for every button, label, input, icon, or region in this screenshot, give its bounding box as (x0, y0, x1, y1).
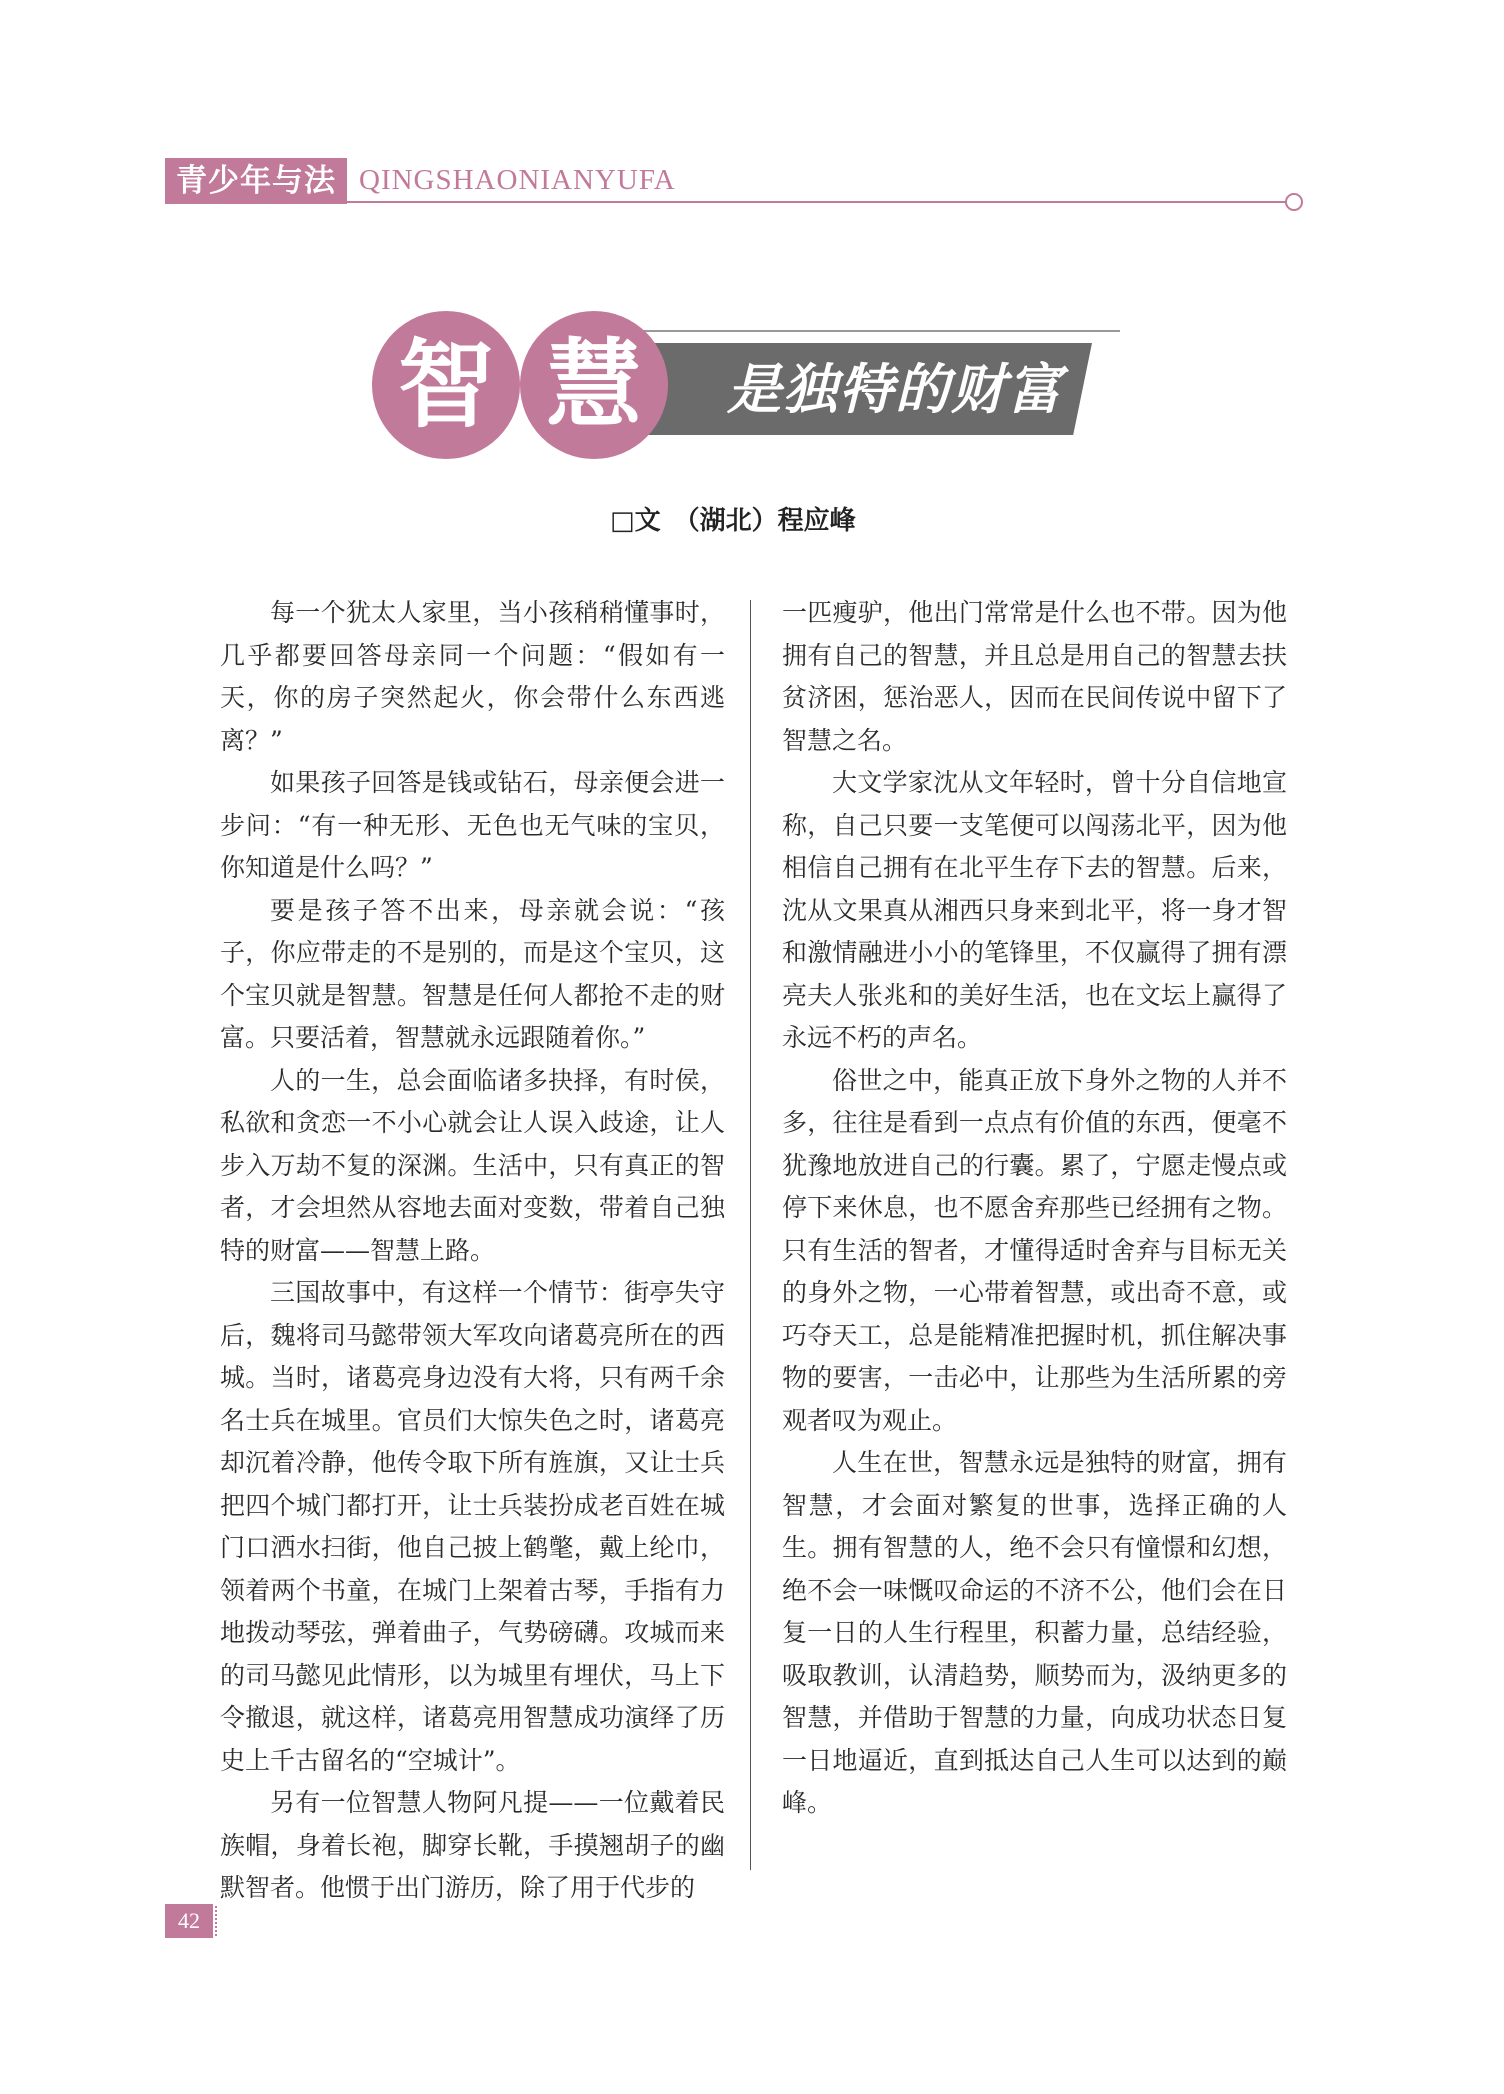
paragraph: 大文学家沈从文年轻时，曾十分自信地宣称，自己只要一支笔便可以闯荡北平，因为他相信自己拥有在北平生存下去的智慧。后来，沈从文果真从湘西只身来到北平，将一身才智和激情融进小小的笔锋里，不仅赢得了拥有漂亮夫人张兆和的美好生活，也在文坛上赢得了永远不朽的声名。 (782, 768, 1287, 1052)
title-bar-line (622, 330, 1120, 332)
section-pinyin: QINGSHAONIANYUFA (359, 164, 676, 196)
paragraph: 如果孩子回答是钱或钻石，母亲便会进一步问：“有一种无形、无色也无气味的宝贝，你知道是什么吗？” (220, 768, 725, 882)
header-rule (165, 201, 1287, 203)
title-subtitle: 是独特的财富 (727, 358, 1063, 421)
paragraph: 另有一位智慧人物阿凡提——一位戴着民族帽，身着长袍，脚穿长靴，手摸翘胡子的幽默智者。他惯于出门游历，除了用于代步的 (220, 1788, 725, 1902)
right-column (782, 592, 1287, 1825)
title-char-2: 慧 (546, 329, 642, 441)
title-char-1: 智 (398, 329, 494, 441)
page-number-dots (215, 1906, 219, 1936)
paragraph: 每一个犹太人家里，当小孩稍稍懂事时，几乎都要回答母亲同一个问题：“假如有一天，你的房子突然起火，你会带什么东西逃离？” (220, 598, 725, 755)
byline: □文 （湖北）程应峰 (610, 506, 856, 536)
page-number: 42 (165, 1904, 213, 1938)
left-column (220, 592, 725, 1910)
section-header (165, 158, 1305, 206)
paragraph-continued: 一匹瘦驴，他出门常常是什么也不带。因为他拥有自己的智慧，并且总是用自己的智慧去扶贫济困，惩治恶人，因而在民间传说中留下了智慧之名。 (782, 598, 1287, 755)
header-ring-icon (1285, 193, 1303, 211)
article-title (372, 305, 1132, 465)
section-tag: 青少年与法 (165, 158, 347, 204)
paragraph: 人的一生，总会面临诸多抉择，有时侯，私欲和贪恋一不小心就会让人误入歧途，让人步入万劫不复的深渊。生活中，只有真正的智者，才会坦然从容地去面对变数，带着自己独特的财富——智慧上路。 (220, 1065, 725, 1265)
paragraph: 人生在世，智慧永远是独特的财富，拥有智慧，才会面对繁复的世事，选择正确的人生。拥有智慧的人，绝不会只有憧憬和幻想，绝不会一味慨叹命运的不济不公，他们会在日复一日的人生行程里，积蓄力量，总结经验，吸取教训，认清趋势，顺势而为，汲纳更多的智慧，并借助于智慧的力量，向成功状态日复一日地逼近，直到抵达自己人生可以达到的巅峰。 (782, 1448, 1287, 1817)
paragraph: 要是孩子答不出来，母亲就会说：“孩子，你应带走的不是别的，而是这个宝贝，这个宝贝就是智慧。智慧是任何人都抢不走的财富。只要活着，智慧就永远跟随着你。” (220, 895, 725, 1052)
column-divider (750, 600, 751, 1870)
paragraph: 俗世之中，能真正放下身外之物的人并不多，往往是看到一点点有价值的东西，便毫不犹豫地放进自己的行囊。累了，宁愿走慢点或停下来休息，也不愿舍弃那些已经拥有之物。只有生活的智者，才懂得适时舍弃与目标无关的身外之物，一心带着智慧，或出奇不意，或巧夺天工，总是能精准把握时机，抓住解决事物的要害，一击必中，让那些为生活所累的旁观者叹为观止。 (782, 1065, 1287, 1435)
paragraph: 三国故事中，有这样一个情节：街亭失守后，魏将司马懿带领大军攻向诸葛亮所在的西城。当时，诸葛亮身边没有大将，只有两千余名士兵在城里。官员们大惊失色之时，诸葛亮却沉着冷静，他传令取下所有旌旗，又让士兵把四个城门都打开，让士兵装扮成老百姓在城门口洒水扫街，他自己披上鹤氅，戴上纶巾，领着两个书童，在城门上架着古琴，手指有力地拨动琴弦，弹着曲子，气势磅礴。攻城而来的司马懿见此情形，以为城里有埋伏，马上下令撤退，就这样，诸葛亮用智慧成功演绎了历史上千古留名的“空城计”。 (220, 1278, 725, 1775)
